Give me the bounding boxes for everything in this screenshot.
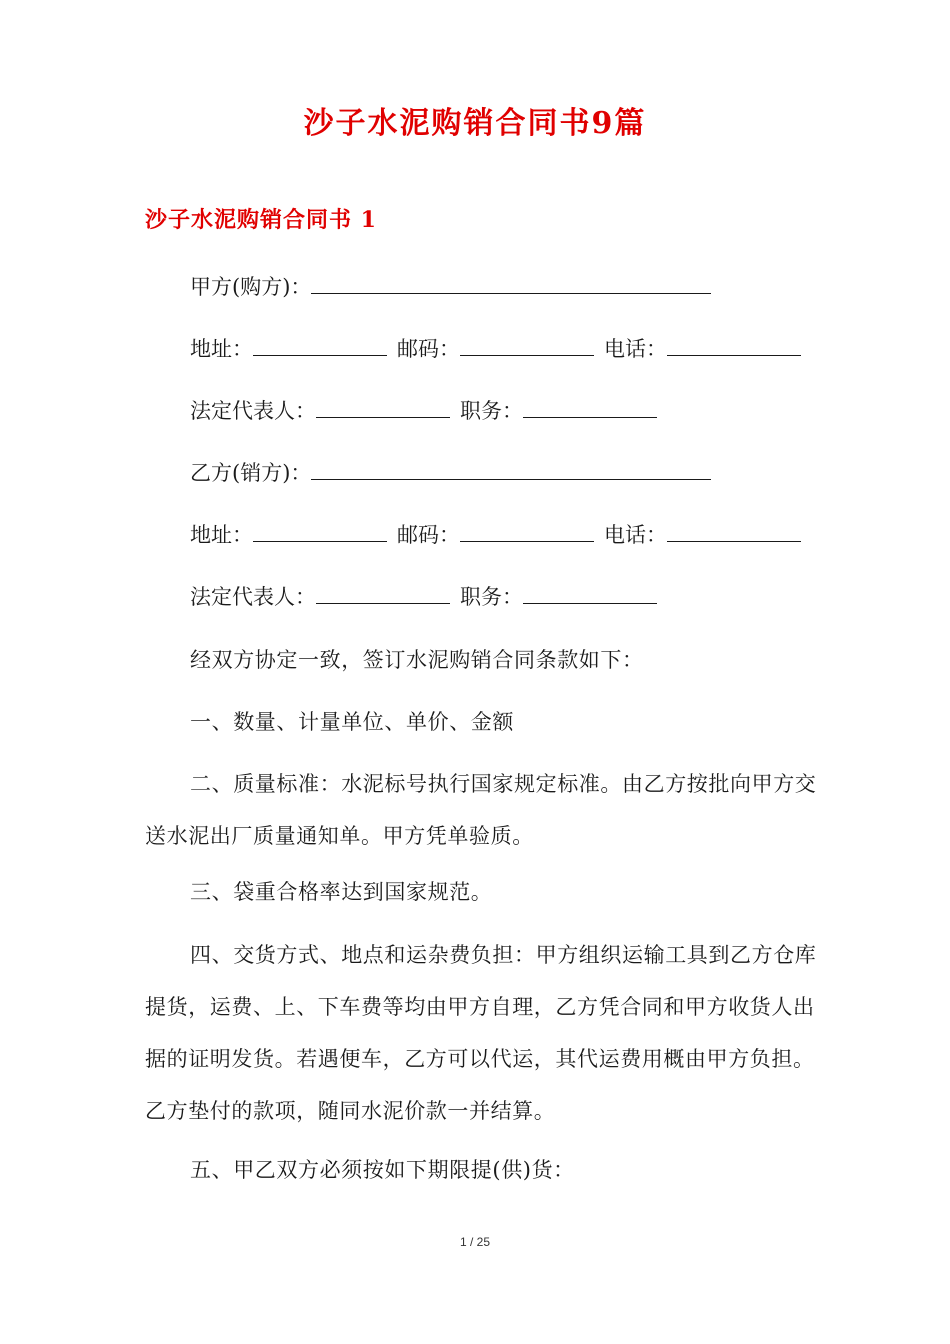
paragraph-clause-1: 一、数量、计量单位、单价、金额: [190, 710, 514, 734]
party-a-phone-blank: [667, 331, 801, 356]
party-b-blank: [311, 455, 711, 480]
party-a-blank: [311, 269, 711, 294]
party-b-contact-row: [190, 515, 811, 555]
party-b-position-label: 职务：: [460, 585, 523, 609]
party-b-phone-label: 电话：: [604, 523, 667, 547]
party-b-rep-blank: [316, 579, 450, 604]
party-b-position-blank: [523, 579, 657, 604]
party-a-address-blank: [253, 331, 387, 356]
party-b-rep-label: 法定代表人：: [190, 585, 316, 609]
section-title: 沙子水泥购销合同书 1: [145, 207, 377, 233]
party-a-rep-label: 法定代表人：: [190, 399, 316, 423]
party-a-postcode-blank: [460, 331, 594, 356]
party-b-phone-blank: [667, 517, 801, 542]
party-b-rep-row: [190, 577, 667, 617]
paragraph-clause-3: 三、袋重合格率达到国家规范。: [190, 880, 493, 904]
party-b-postcode-blank: [460, 517, 594, 542]
party-b-address-label: 地址：: [190, 523, 253, 547]
paragraph-clause-5: 五、甲乙双方必须按如下期限提(供)货：: [190, 1158, 575, 1182]
page-number: 1 / 25: [459, 1235, 491, 1249]
party-a-rep-row: [190, 391, 667, 431]
party-a-row: [190, 267, 721, 307]
paragraph-intro: 经双方协定一致，签订水泥购销合同条款如下：: [190, 648, 644, 672]
party-b-row: [190, 453, 721, 493]
party-a-contact-row: [190, 329, 811, 369]
paragraph-clause-2: 二、质量标准：水泥标号执行国家规定标准。由乙方按批向甲方交送水泥出厂质量通知单。甲方凭单验质。: [145, 772, 817, 848]
party-a-label: 甲方(购方)：: [190, 275, 312, 299]
page-title: 沙子水泥购销合同书9篇: [303, 106, 647, 141]
party-a-postcode-label: 邮码：: [397, 337, 460, 361]
party-b-address-blank: [253, 517, 387, 542]
party-b-label: 乙方(销方)：: [190, 461, 312, 485]
paragraph-clause-4: 四、交货方式、地点和运杂费负担：甲方组织运输工具到乙方仓库提货，运费、上、下车费等均由甲方自理，乙方凭合同和甲方收货人出据的证明发货。若遇便车，乙方可以代运，其代运费用概由甲方负担。乙方垫付的款项，随同水泥价款一并结算。: [145, 943, 817, 1123]
party-a-rep-blank: [316, 393, 450, 418]
party-b-postcode-label: 邮码：: [397, 523, 460, 547]
party-a-phone-label: 电话：: [604, 337, 667, 361]
party-a-position-blank: [523, 393, 657, 418]
party-a-position-label: 职务：: [460, 399, 523, 423]
party-a-address-label: 地址：: [190, 337, 253, 361]
